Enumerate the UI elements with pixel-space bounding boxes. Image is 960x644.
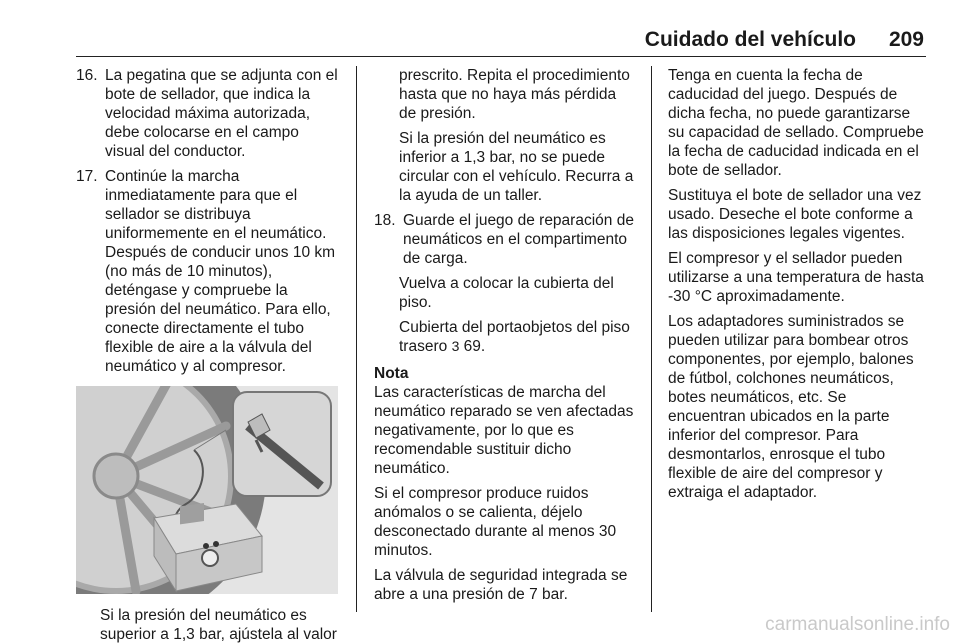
figure-caption: Si la presión del neumático es superior a 1,3 bar, ajústela al valor	[100, 607, 337, 643]
floor-cover-text: Vuelva a colocar la cubierta del piso.	[399, 275, 614, 311]
header-title: Cuidado del vehículo	[644, 28, 856, 51]
rear-cover-text: Cubierta del portaobjetos del piso trasero 3 69.	[399, 319, 630, 355]
page-number: 209	[888, 28, 924, 51]
pressure-low-text: Si la presión del neumático es inferior a 1,3 bar, no se puede circular con el vehículo. Recurra a la ayuda de un taller.	[399, 130, 634, 204]
item-number: 18.	[374, 212, 396, 229]
note-paragraph: Las características de marcha del neumático reparado se ven afectadas negativamente, por lo que es recomendable sustituir dicho neumático.	[374, 384, 634, 477]
compressor-illustration	[76, 386, 338, 594]
paragraph: Sustituya el bote de sellador una vez usado. Deseche el bote conforme a las disposiciones legales vigentes.	[668, 187, 922, 242]
column-3	[668, 66, 928, 508]
item-text: Guarde el juego de reparación de neumáticos en el compartimento de carga.	[403, 212, 634, 267]
item-number: 17.	[76, 168, 98, 185]
item-text: La pegatina que se adjunta con el bote de sellador, que indica la velocidad máxima autorizada, debe colocarse en el campo visual del conductor.	[105, 67, 338, 160]
column-divider-2	[651, 66, 652, 612]
note-paragraph: La válvula de seguridad integrada se abre a una presión de 7 bar.	[374, 567, 628, 603]
column-1	[76, 66, 342, 644]
column-divider-1	[356, 66, 357, 612]
item-text: Continúe la marcha inmediatamente para que el sellador se distribuya uniformemente en el neumático. Después de conducir unos 10 km (no más de 10 minutos), deténgase y compruebe la presión del neumático. Para ello, conecte directamente el tubo flexible de aire a la válvula del neumático y al compresor.	[105, 168, 336, 375]
list-item-17	[76, 167, 342, 376]
paragraph: Los adaptadores suministrados se pueden utilizar para bombear otros componentes, por ejemplo, balones de fútbol, colchones neumáticos, botes neumáticos, etc. Se encuentran ubicados en la parte inferior del compresor. Para desmontarlos, enrosque el tubo flexible de aire del compresor y extraiga el adaptador.	[668, 313, 914, 501]
item-number: 16.	[76, 67, 98, 84]
note-paragraph: Si el compresor produce ruidos anómalos o se calienta, déjelo desconectado durante al menos 30 minutos.	[374, 485, 617, 559]
column-2	[374, 66, 636, 610]
paragraph: El compresor y el sellador pueden utilizarse a una temperatura de hasta -30 °C aproximadamente.	[668, 250, 924, 305]
note-title: Nota	[374, 365, 409, 382]
continuation-text: prescrito. Repita el procedimiento hasta que no haya más pérdida de presión.	[399, 67, 630, 122]
paragraph: Tenga en cuenta la fecha de caducidad del juego. Después de dicha fecha, no puede garantizarse su capacidad de sellado. Compruebe la fecha de caducidad indicada en el bote de sellador.	[668, 67, 924, 179]
list-item-16	[76, 66, 342, 161]
list-item-18	[374, 211, 636, 268]
page-reference-arrow-icon: 3	[451, 338, 460, 354]
page-reference-link[interactable]: 69.	[463, 338, 486, 355]
watermark: carmanualsonline.info	[765, 614, 950, 635]
header-rule	[76, 56, 926, 57]
